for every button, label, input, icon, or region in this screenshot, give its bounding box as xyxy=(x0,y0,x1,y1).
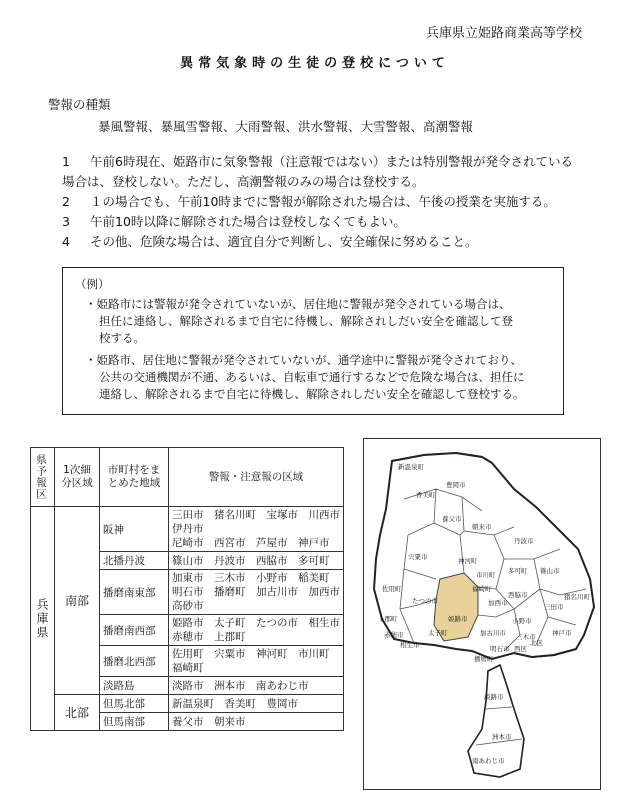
table-header-row xyxy=(31,448,344,507)
example-box xyxy=(62,267,564,415)
school-name: 兵庫県立姫路商業高等学校 xyxy=(425,26,582,41)
map-label: 養父市 xyxy=(442,515,462,523)
region-cell: 播磨南東部 xyxy=(100,570,169,615)
header-sub1: 1次細分区域 xyxy=(55,448,100,507)
region-cell: 北播丹波 xyxy=(100,552,169,570)
map-label: 加西市 xyxy=(488,599,508,607)
example-line: ・姫路市、居住地に警報が発令されていないが、通学途中に警報が発令されており、 xyxy=(85,353,522,367)
table-row xyxy=(31,507,344,552)
map-label: 上郡町 xyxy=(378,615,398,623)
map-label: 北区 xyxy=(530,639,543,647)
region-cell: 阪神 xyxy=(100,507,169,552)
example-label: （例） xyxy=(75,277,110,291)
map-label: 播磨町 xyxy=(474,655,494,663)
example-line: 担任に連絡し、解除されるまで自宅に待機し、解除されしだい安全を確認して登 xyxy=(99,314,513,328)
rule-number: 1 xyxy=(62,154,70,169)
rule-text: 午前6時現在、姫路市に気象警報（注意報ではない）または特別警報が発令されている xyxy=(90,154,573,169)
hyogo-map xyxy=(363,438,601,790)
rule-item-4 xyxy=(62,232,602,252)
cities-cell: 篠山市 丹波市 西脇市 多可町 xyxy=(169,552,344,570)
map-label: 赤穂市 xyxy=(384,631,404,639)
header-group: 市町村をまとめた地域 xyxy=(100,448,169,507)
map-label: 篠山市 xyxy=(540,567,560,575)
map-label: 相生市 xyxy=(400,641,420,649)
map-label: 明石市 xyxy=(490,645,510,653)
example-line: 公共の交通機関が不通、あるいは、自転車で通行するなどで危険な場合は、担任に xyxy=(99,370,525,384)
example-paragraph-1 xyxy=(85,296,555,347)
cities-cell: 加東市 三木市 小野市 稲美町 明石市 播磨町 加古川市 加西市 高砂市 xyxy=(169,570,344,615)
rule-item-1 xyxy=(62,152,602,172)
table-row xyxy=(31,695,344,713)
example-paragraph-2 xyxy=(85,352,555,403)
map-label: 神河町 xyxy=(458,557,478,565)
map-label: 小野市 xyxy=(512,617,532,625)
rule-text-continued: 場合は、登校しない。ただし、高潮警報のみの場合は登校する。 xyxy=(62,174,425,189)
map-label: 西区 xyxy=(514,645,527,653)
region-cell: 播磨北西部 xyxy=(100,646,169,677)
map-label: 新温泉町 xyxy=(398,463,424,471)
rule-text: 午前10時以降に解除された場合は登校しなくてもよい。 xyxy=(90,214,406,229)
map-label: 三田市 xyxy=(544,603,564,611)
region-cell: 但馬南部 xyxy=(100,713,169,731)
cities-cell: 姫路市 太子町 たつの市 相生市 赤穂市 上郡町 xyxy=(169,615,344,646)
cities-cell: 淡路市 洲本市 南あわじ市 xyxy=(169,677,344,695)
map-label: 太子町 xyxy=(428,629,448,637)
example-line: 連絡し、解除されるまで自宅に待機し、解除されしだい安全を確認して登校する。 xyxy=(99,387,525,401)
hyogo-map-svg xyxy=(364,439,600,789)
header-area: 警報・注意報の区域 xyxy=(169,448,344,507)
region-cell: 淡路島 xyxy=(100,677,169,695)
cities-cell: 佐用町 宍粟市 神河町 市川町 福崎町 xyxy=(169,646,344,677)
cities-cell: 養父市 朝来市 xyxy=(169,713,344,731)
map-label: たつの市 xyxy=(412,597,438,605)
map-label: 香美町 xyxy=(416,491,436,499)
north-cell: 北部 xyxy=(55,695,100,731)
region-cell: 但馬北部 xyxy=(100,695,169,713)
rule-number: 3 xyxy=(62,214,70,229)
cities-cell: 三田市 猪名川町 宝塚市 川西市 伊丹市 尼崎市 西宮市 芦屋市 神戸市 xyxy=(169,507,344,552)
map-label: 福崎町 xyxy=(472,585,492,593)
pref-cell: 兵庫県 xyxy=(31,507,55,731)
map-label: 加古川市 xyxy=(480,629,506,637)
map-label: 三木市 xyxy=(516,633,536,641)
map-label: 姫路市 xyxy=(448,615,468,623)
map-label: 丹波市 xyxy=(514,537,534,545)
map-label: 多可町 xyxy=(508,567,528,575)
rules-list xyxy=(62,152,602,252)
map-label: 朝来市 xyxy=(472,523,492,531)
example-line: ・姫路市には警報が発令されていないが、居住地に警報が発令されている場合は、 xyxy=(85,297,511,311)
map-label: 市川町 xyxy=(476,571,496,579)
rule-text: １の場合でも、午前10時までに警報が解除された場合は、午後の授業を実施する。 xyxy=(90,194,556,209)
map-label: 淡路市 xyxy=(484,693,504,701)
map-label: 南あわじ市 xyxy=(472,757,505,765)
map-label: 洲本市 xyxy=(492,733,512,741)
page-title: 異常気象時の生徒の登校について xyxy=(180,56,450,71)
region-cell: 播磨南西部 xyxy=(100,615,169,646)
header-pref: 県予報区 xyxy=(31,448,55,507)
rule-item-2 xyxy=(62,192,602,212)
map-label: 猪名川町 xyxy=(564,593,590,601)
rule-number: 2 xyxy=(62,194,70,209)
warning-types-heading: 警報の種類 xyxy=(48,97,111,112)
rule-text: その他、危険な場合は、適宜自分で判断し、安全確保に努めること。 xyxy=(90,234,478,249)
map-label: 宍粟市 xyxy=(408,553,428,561)
warning-types-list: 暴風警報、暴風雪警報、大雨警報、洪水警報、大雪警報、高潮警報 xyxy=(98,119,474,134)
rule-item-3 xyxy=(62,212,602,232)
rule-number: 4 xyxy=(62,234,70,249)
map-label: 佐用町 xyxy=(382,585,402,593)
example-line: 校する。 xyxy=(99,331,145,345)
forecast-area-table xyxy=(30,447,344,731)
map-label: 神戸市 xyxy=(552,629,572,637)
map-label: 西脇市 xyxy=(508,591,528,599)
map-label: 豊岡市 xyxy=(446,481,466,489)
cities-cell: 新温泉町 香美町 豊岡市 xyxy=(169,695,344,713)
south-cell: 南部 xyxy=(55,507,100,695)
